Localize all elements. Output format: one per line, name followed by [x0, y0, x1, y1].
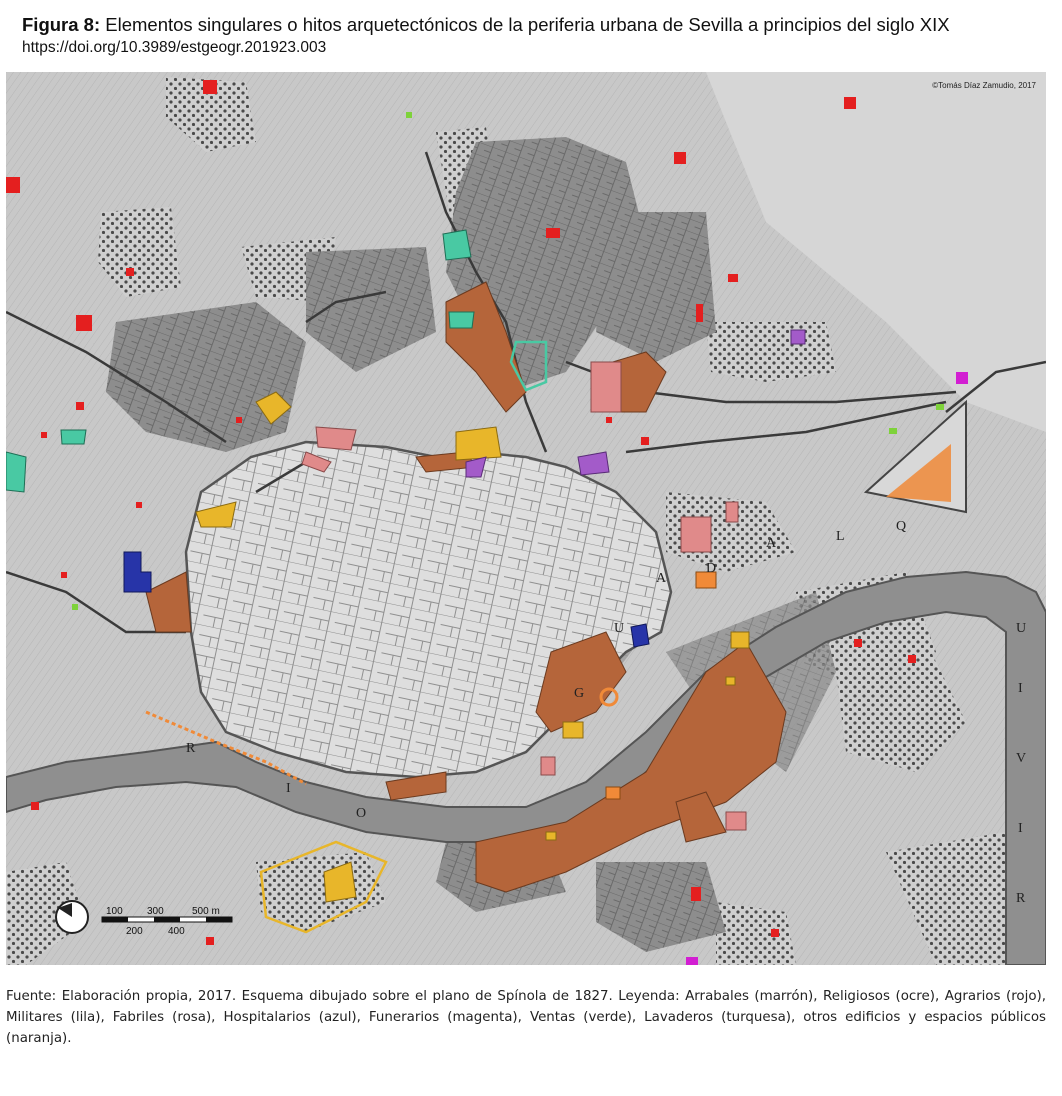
- river-letter-v: V: [1016, 751, 1027, 766]
- figure-title: [22, 14, 1052, 36]
- river-letter-i1: I: [1018, 681, 1023, 696]
- scale-label-100: 100: [106, 906, 123, 917]
- scale-label-300: 300: [147, 906, 164, 917]
- river-letter-u2: U: [1016, 621, 1027, 636]
- river-letter-q: Q: [896, 519, 907, 534]
- figure-caption: Fuente: Elaboración propia, 2017. Esquema dibujado sobre el plano de Spínola de 1827. Leyenda: Arrabales (marrón), Religiosos (ocre), Agrarios (rojo), Militares (lila), Fabriles (rosa), Hospitalarios (azul), Funerarios (magenta), Ventas (verde), Lavaderos (turquesa), otros edificios y espacios públicos (naranja).: [6, 989, 1046, 1046]
- figure-title-text: Elementos singulares o hitos arquetectónicos de la periferia urbana de Sevilla a principios del siglo XIX: [105, 14, 950, 35]
- river-letter-u1: U: [614, 621, 625, 636]
- figure-label: Figura 8:: [22, 14, 101, 35]
- river-letter-l: L: [836, 529, 845, 544]
- river-letter-rio-r: R: [186, 741, 196, 756]
- river-letter-r: R: [1016, 891, 1026, 906]
- scale-label-500: 500 m: [192, 906, 220, 917]
- scale-label-400: 400: [168, 926, 185, 937]
- river-letter-a1: A: [656, 571, 667, 586]
- historical-map: [6, 72, 1046, 965]
- map-copyright: ©Tomás Díaz Zamudio, 2017: [932, 81, 1036, 90]
- river-letter-i2: I: [1018, 821, 1023, 836]
- river-letter-rio-i: I: [286, 781, 291, 796]
- river-letter-d: D: [706, 561, 717, 576]
- figure-doi: https://doi.org/10.3989/estgeogr.201923.003: [22, 39, 327, 56]
- river-letter-g: G: [574, 686, 585, 701]
- river-letter-rio-o: O: [356, 806, 367, 821]
- north-arrow: [56, 901, 88, 933]
- river-letter-a2: A: [766, 536, 777, 551]
- scale-label-200: 200: [126, 926, 143, 937]
